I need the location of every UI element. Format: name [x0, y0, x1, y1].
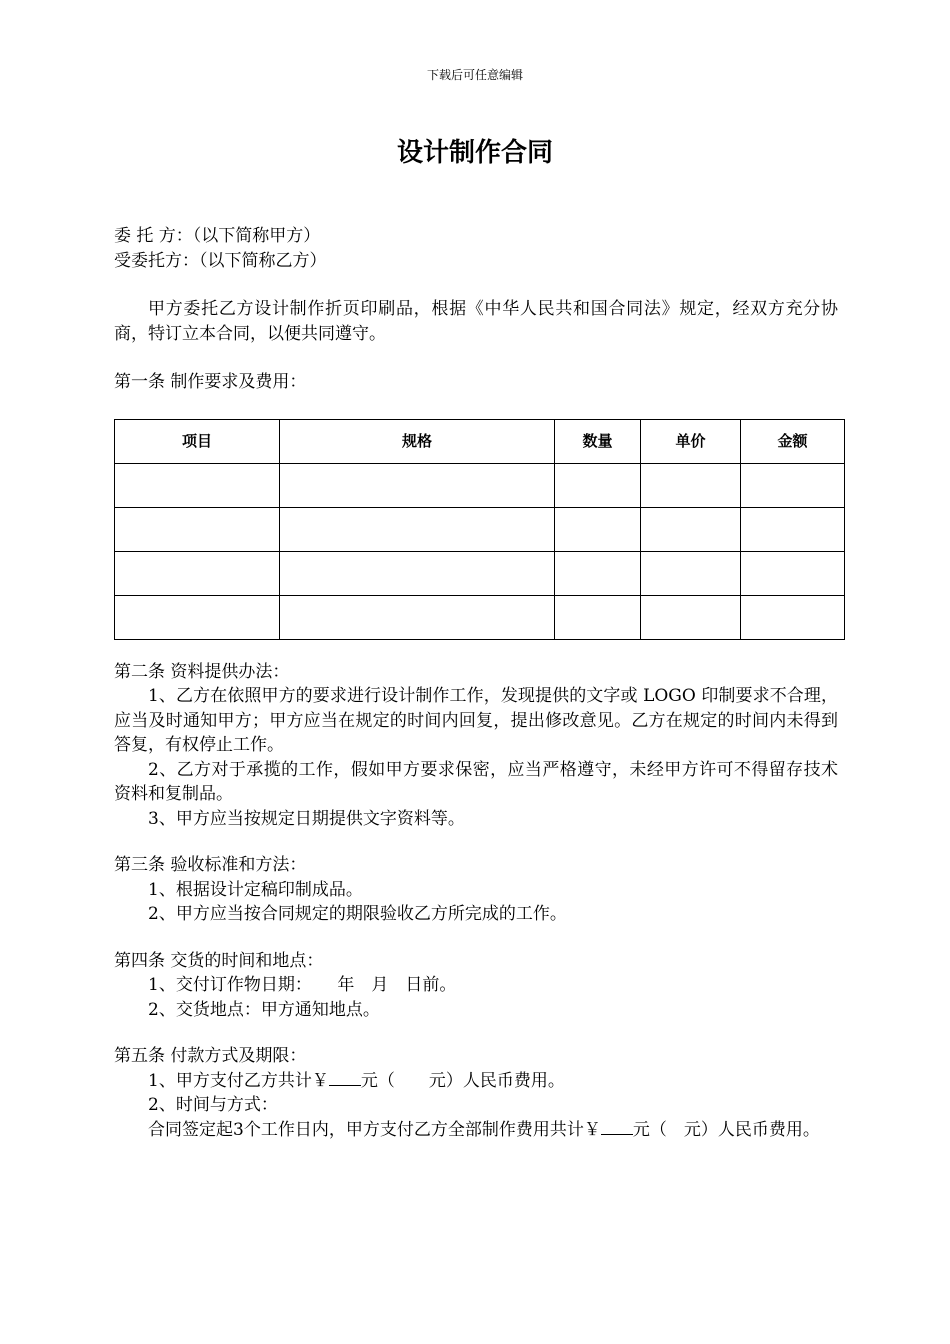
total-amount-blank	[601, 1118, 633, 1135]
table-row	[115, 507, 845, 551]
table-cell	[741, 551, 845, 595]
col-header-spec: 规格	[280, 419, 555, 463]
col-header-item: 项目	[115, 419, 280, 463]
article5-heading: 第五条 付款方式及期限：	[114, 1046, 307, 1066]
table-cell	[280, 595, 555, 639]
table-cell	[555, 463, 641, 507]
article3-item-1: 1、根据设计定稿印制成品。	[148, 879, 363, 900]
header-note: 下载后可任意编辑	[426, 68, 523, 82]
fee-table	[114, 419, 845, 640]
table-cell	[741, 595, 845, 639]
col-header-quantity: 数量	[555, 419, 641, 463]
article5-item-1-prefix: 1、甲方支付乙方共计￥	[148, 1070, 329, 1091]
table-cell	[280, 551, 555, 595]
table-cell	[641, 507, 741, 551]
article2-item-1: 1、乙方在依照甲方的要求进行设计制作工作，发现提供的文字或 LOGO 印制要求不合理，应当及时通知甲方；甲方应当在规定的时间内回复，提出修改意见。乙方在规定的时间内未得到答复，有权停止工作。	[114, 686, 838, 755]
table-cell	[741, 463, 845, 507]
article5-item-1-suffix: 元（ 元）人民币费用。	[360, 1070, 565, 1091]
article5-item-1	[114, 1069, 838, 1094]
client-party: 委 托 方：（以下简称甲方）	[114, 226, 321, 246]
intro-paragraph: 甲方委托乙方设计制作折页印刷品，根据《中华人民共和国合同法》规定，经双方充分协商，特订立本合同，以便共同遵守。	[114, 299, 838, 344]
article5-item-3-suffix: 元（ 元）人民币费用。	[632, 1119, 820, 1140]
table-cell	[741, 507, 845, 551]
contract-body	[114, 224, 838, 1142]
col-header-amount: 金额	[741, 419, 845, 463]
table-cell	[555, 507, 641, 551]
table-row	[115, 463, 845, 507]
article4-item-1: 1、交付订作物日期： 年 月 日前。	[148, 975, 457, 995]
table-cell	[641, 595, 741, 639]
table-cell	[115, 507, 280, 551]
article2-item-2: 2、乙方对于承揽的工作，假如甲方要求保密，应当严格遵守，未经甲方许可不得留存技术资料和复制品。	[114, 759, 838, 804]
article5-item-2: 2、时间与方式：	[148, 1095, 278, 1115]
contractor-party: 受委托方：（以下简称乙方）	[114, 250, 327, 271]
amount-blank	[329, 1069, 361, 1086]
col-header-unit-price: 单价	[641, 419, 741, 463]
table-row	[115, 551, 845, 595]
table-cell	[280, 507, 555, 551]
table-cell	[115, 463, 280, 507]
article5-item-3	[114, 1118, 838, 1143]
document-title: 设计制作合同	[396, 138, 553, 168]
table-cell	[555, 551, 641, 595]
article5-item-3-prefix: 合同签定起3个工作日内，甲方支付乙方全部制作费用共计￥	[148, 1119, 601, 1140]
fee-table-header-row	[115, 419, 845, 463]
table-cell	[641, 551, 741, 595]
article1-heading: 第一条 制作要求及费用：	[114, 372, 307, 392]
table-cell	[641, 463, 741, 507]
article4-heading: 第四条 交货的时间和地点：	[114, 950, 324, 971]
table-cell	[115, 551, 280, 595]
table-row	[115, 595, 845, 639]
article2-item-3: 3、甲方应当按规定日期提供文字资料等。	[148, 808, 465, 829]
article4-item-2: 2、交货地点：甲方通知地点。	[148, 999, 380, 1020]
table-cell	[280, 463, 555, 507]
article2-heading: 第二条 资料提供办法：	[114, 661, 290, 682]
article3-item-2: 2、甲方应当按合同规定的期限验收乙方所完成的工作。	[148, 904, 567, 924]
article3-heading: 第三条 验收标准和方法：	[114, 855, 307, 875]
table-cell	[115, 595, 280, 639]
table-cell	[555, 595, 641, 639]
